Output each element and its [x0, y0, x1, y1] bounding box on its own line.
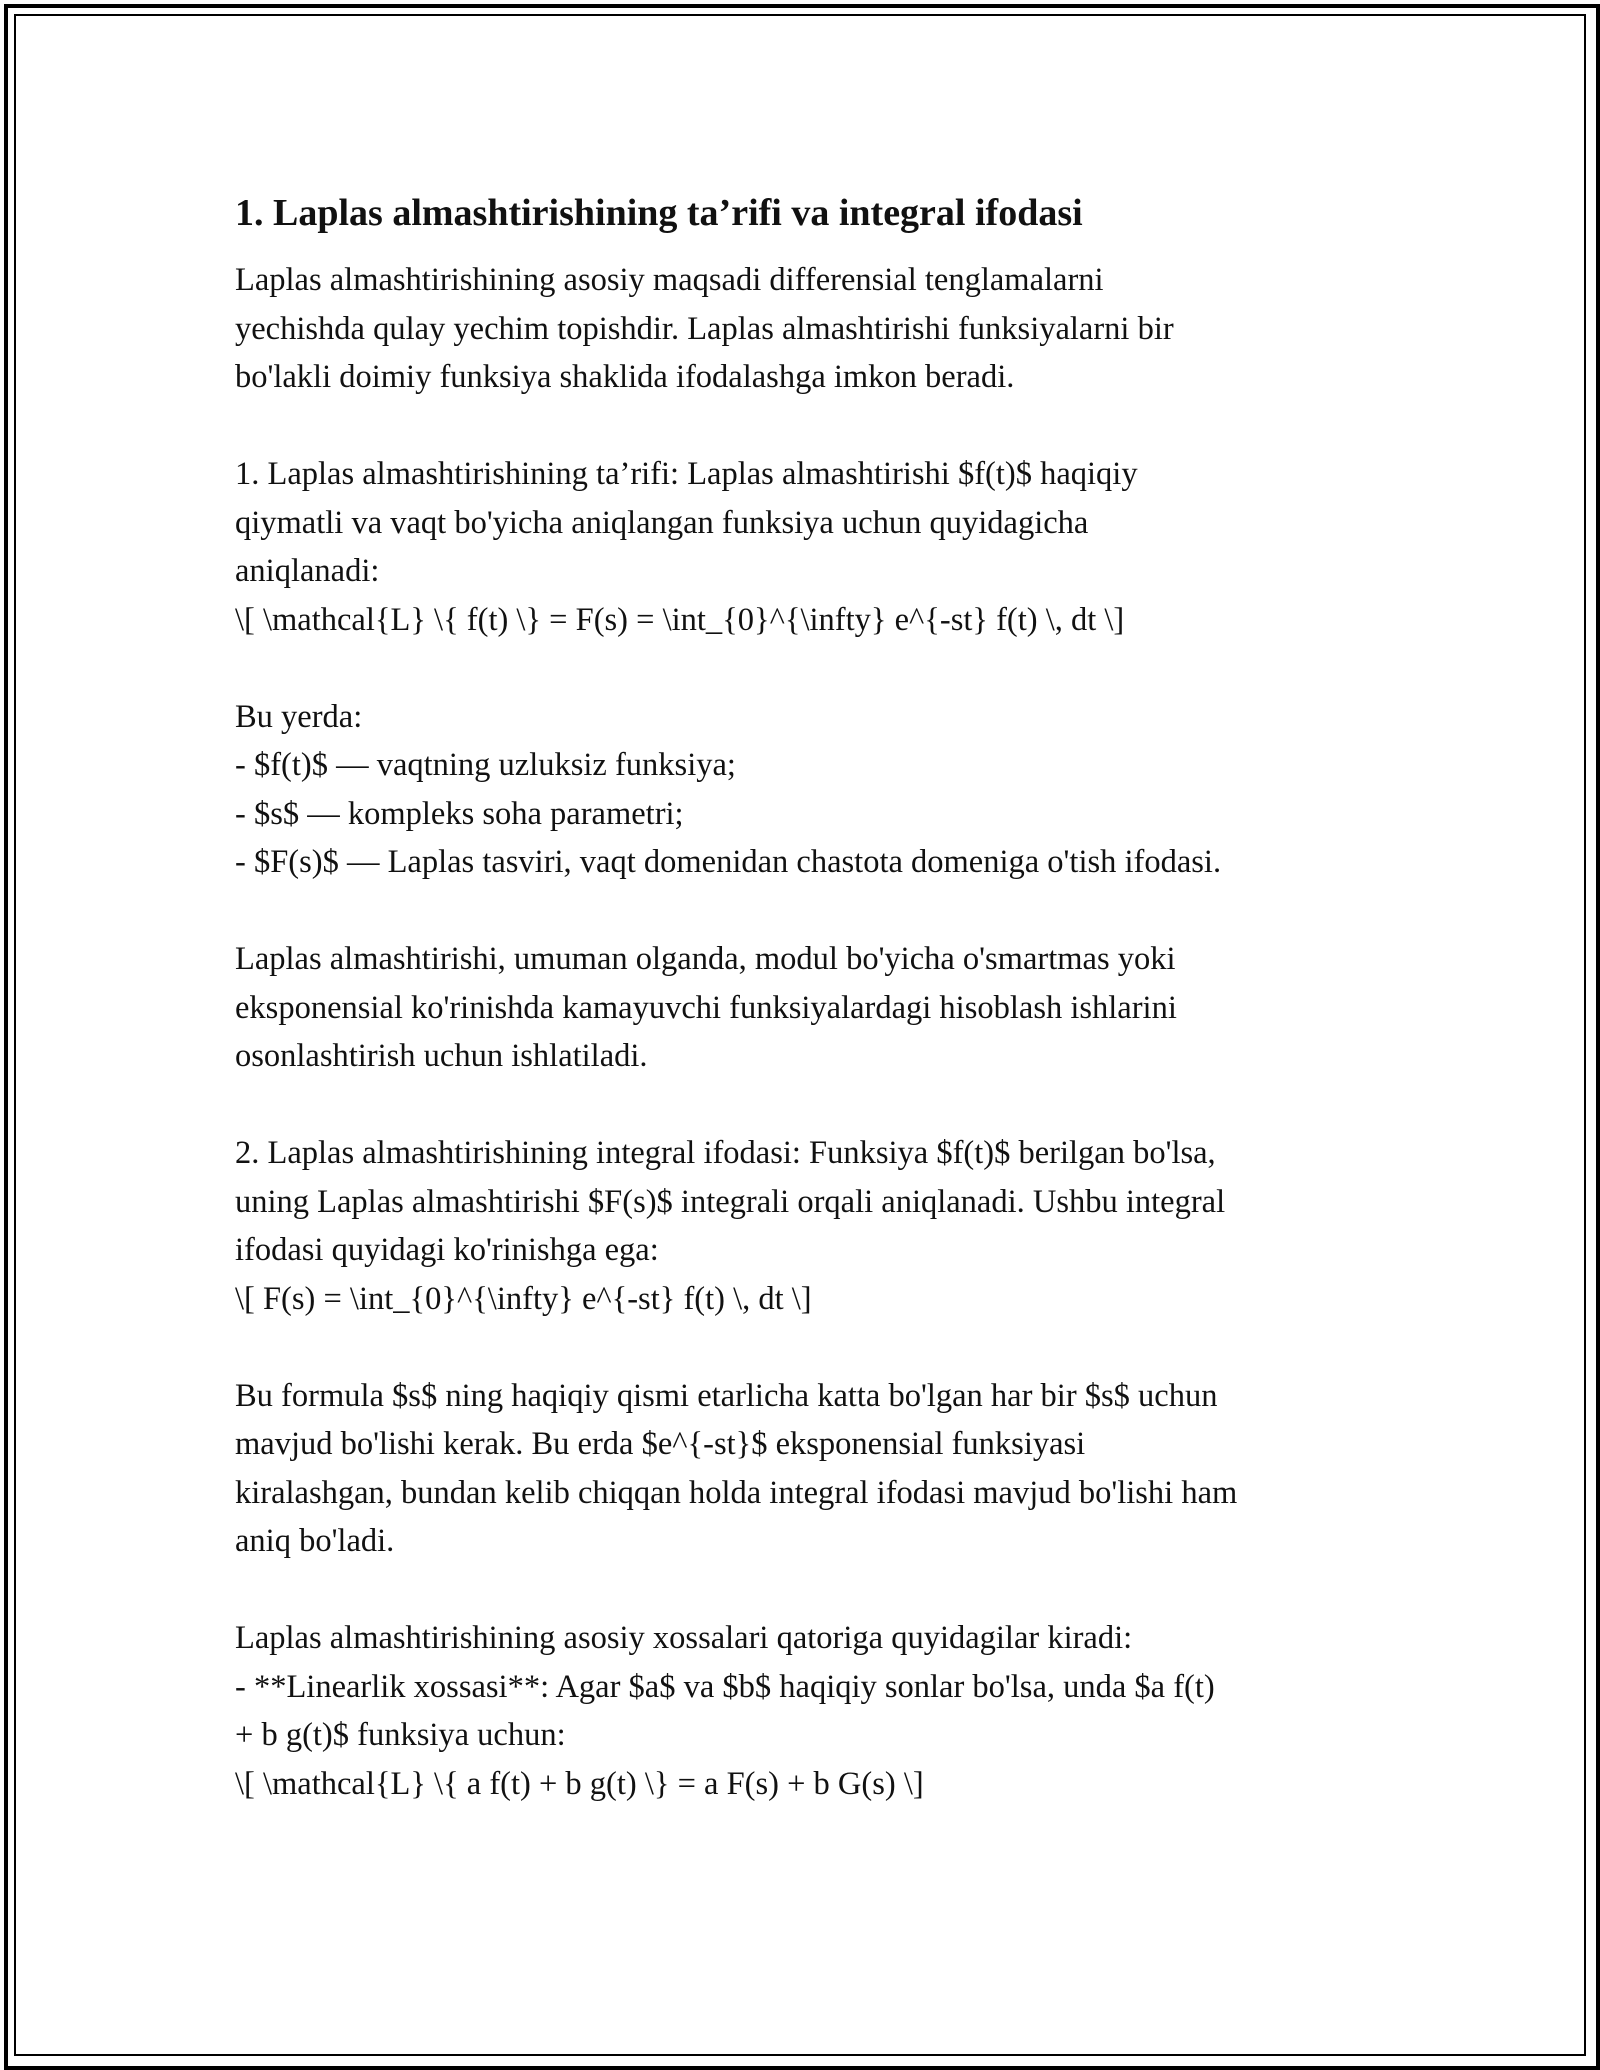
text-line: qiymatli va vaqt bo'yicha aniqlangan funksiya uchun quyidagicha: [235, 504, 1089, 541]
text-line: yechishda qulay yechim topishdir. Laplas almashtirishi funksiyalarni bir: [235, 310, 1174, 347]
text-line: 1. Laplas almashtirishining ta’rifi: Laplas almashtirishi $f(t)$ haqiqiy: [235, 456, 1138, 492]
text-line: Laplas almashtirishining asosiy maqsadi differensial tenglamalarni: [235, 262, 1104, 298]
text-line: Laplas almashtirishi, umuman olganda, modul bo'yicha o'smartmas yoki: [235, 941, 1176, 977]
formula-line: \[ \mathcal{L} \{ a f(t) + b g(t) \} = a F(s) + b G(s) \]: [235, 1765, 924, 1802]
paragraph-notation: [235, 693, 1385, 887]
text-line: Bu yerda:: [235, 698, 363, 735]
paragraph-gap: [235, 1081, 1385, 1130]
paragraph-existence: [235, 1372, 1385, 1566]
paragraph-intro: [235, 256, 1385, 402]
paragraph-usage: [235, 935, 1385, 1081]
text-line: osonlashtirish uchun ishlatiladi.: [235, 1038, 648, 1074]
text-line: ifodasi quyidagi ko'rinishga ega:: [235, 1232, 659, 1268]
text-line: uning Laplas almashtirishi $F(s)$ integrali orqali aniqlanadi. Ushbu integral: [235, 1183, 1226, 1220]
paragraph-definition: [235, 450, 1385, 644]
list-item: - $F(s)$ — Laplas tasviri, vaqt domenidan chastota domeniga o'tish ifodasi.: [235, 844, 1222, 880]
text-line: eksponensial ko'rinishda kamayuvchi funksiyalardagi hisoblash ishlarini: [235, 989, 1177, 1026]
text-line: Laplas almashtirishining asosiy xossalari qatoriga quyidagilar kiradi:: [235, 1620, 1133, 1656]
text-line: aniqlanadi:: [235, 553, 380, 589]
paragraph-gap: [235, 887, 1385, 936]
text-line: mavjud bo'lishi kerak. Bu erda $e^{-st}$ eksponensial funksiyasi: [235, 1426, 1086, 1462]
list-item: - $f(t)$ — vaqtning uzluksiz funksiya;: [235, 747, 736, 783]
list-item: - **Linearlik xossasi**: Agar $a$ va $b$ haqiqiy sonlar bo'lsa, unda $a f(t): [235, 1668, 1215, 1705]
paragraph-gap: [235, 644, 1385, 693]
text-line: bo'lakli doimiy funksiya shaklida ifodalashga imkon beradi.: [235, 359, 1015, 395]
text-line: aniq bo'ladi.: [235, 1523, 395, 1559]
paragraph-gap: [235, 1566, 1385, 1615]
document-body: [235, 186, 1385, 1808]
text-line: + b g(t)$ funksiya uchun:: [235, 1717, 566, 1753]
paragraph-gap: [235, 402, 1385, 451]
formula-line: \[ \mathcal{L} \{ f(t) \} = F(s) = \int_{0}^{\infty} e^{-st} f(t) \, dt \]: [235, 601, 1125, 638]
paragraph-integral: [235, 1129, 1385, 1323]
text-line: 2. Laplas almashtirishining integral ifodasi: Funksiya $f(t)$ berilgan bo'lsa,: [235, 1135, 1216, 1171]
text-line: kiralashgan, bundan kelib chiqqan holda integral ifodasi mavjud bo'lishi ham: [235, 1474, 1238, 1511]
section-heading: 1. Laplas almashtirishining ta’rifi va integral ifodasi: [235, 192, 1083, 234]
formula-line: \[ F(s) = \int_{0}^{\infty} e^{-st} f(t) \, dt \]: [235, 1280, 812, 1317]
text-line: Bu formula $s$ ning haqiqiy qismi etarlicha katta bo'lgan har bir $s$ uchun: [235, 1377, 1218, 1414]
paragraph-properties: [235, 1614, 1385, 1808]
list-item: - $s$ — kompleks soha parametri;: [235, 795, 684, 832]
paragraph-gap: [235, 1323, 1385, 1372]
